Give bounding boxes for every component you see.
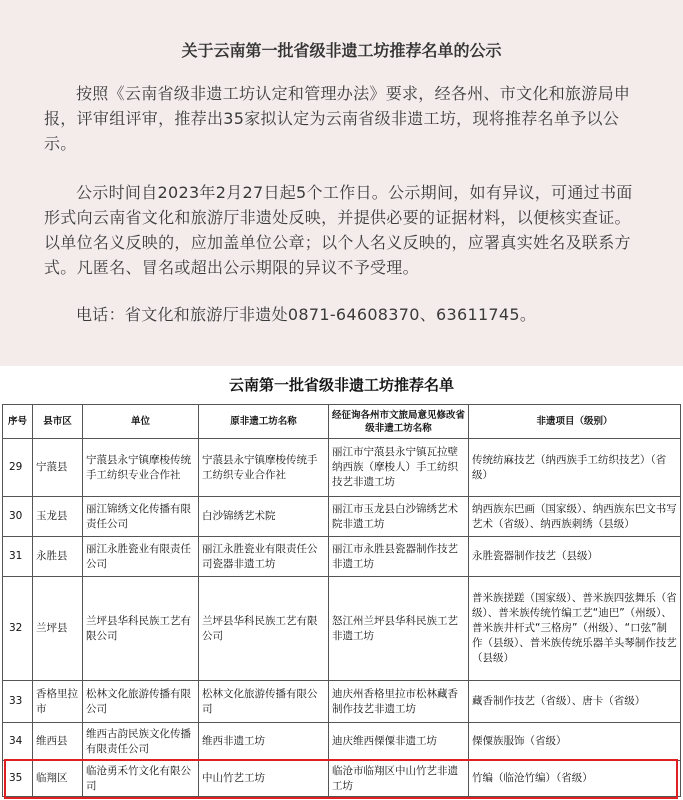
cell-county: 临翔区 <box>33 761 83 797</box>
notice-title: 关于云南第一批省级非遗工坊推荐名单的公示 <box>181 41 502 60</box>
table-row <box>3 537 681 577</box>
cell-project: 傈僳族服饰（省级） <box>469 723 681 761</box>
cell-project: 藏香制作技艺（省级）、唐卡（省级） <box>469 681 681 723</box>
notice-paragraph-period: 公示时间自2023年2月27日起5个工作日。公示期间，如有异议，可通过书面形式向云南省文化和旅游厅非遗处反映，并提供必要的证据材料，以便核实查证。以单位名义反映的，应加盖单位公章；以个人名义反映的，应署真实姓名及联系方式。凡匿名、冒名或超出公示期限的异议不予受理。 <box>44 183 633 277</box>
table-row-highlighted <box>3 761 681 797</box>
cell-unit: 丽江永胜瓷业有限责任公司 <box>83 537 199 577</box>
cell-project: 普米族搓蹉（国家级）、普米族四弦舞乐（省级）、普米族传统竹编工艺“迪巴”（州级）、普米族井杆式“三格房”（州级）、“口弦”制作（县级）、普米族传统乐器羊头琴制作技艺（县级） <box>469 577 681 681</box>
cell-original-name: 兰坪县华科民族工艺有限公司 <box>199 577 329 681</box>
cell-original-name: 宁蒗县永宁镇摩梭传统手工纺织专业合作社 <box>199 439 329 497</box>
cell-project: 竹编（临沧竹编）（省级） <box>469 761 681 797</box>
cell-original-name: 松林文化旅游传播有限公司 <box>199 681 329 723</box>
cell-county: 维西县 <box>33 723 83 761</box>
table-row <box>3 439 681 497</box>
header-project: 非遗项目（级别） <box>469 405 681 439</box>
table-row <box>3 497 681 537</box>
header-original-name: 原非遗工坊名称 <box>199 405 329 439</box>
cell-unit: 兰坪县华科民族工艺有限公司 <box>83 577 199 681</box>
cell-revised-name: 怒江州兰坪县华科民族工艺非遗工坊 <box>329 577 469 681</box>
header-unit: 单位 <box>83 405 199 439</box>
recommendation-table <box>2 404 681 797</box>
header-revised-name: 经征询各州市文旅局意见修改省级非遗工坊名称 <box>329 405 469 439</box>
cell-revised-name: 丽江市玉龙县白沙锦绣艺术院非遗工坊 <box>329 497 469 537</box>
cell-unit: 临沧勇禾竹文化有限公司 <box>83 761 199 797</box>
cell-revised-name: 迪庆州香格里拉市松林藏香制作技艺非遗工坊 <box>329 681 469 723</box>
cell-unit: 维西古韵民族文化传播有限责任公司 <box>83 723 199 761</box>
cell-project: 纳西族东巴画（国家级）、纳西族东巴文书写艺术（省级）、纳西族刺绣（县级） <box>469 497 681 537</box>
cell-county: 永胜县 <box>33 537 83 577</box>
cell-unit: 丽江锦绣文化传播有限责任公司 <box>83 497 199 537</box>
notice-phone: 电话：省文化和旅游厅非遗处0871-64608370、63611745。 <box>76 305 537 324</box>
table-row <box>3 723 681 761</box>
cell-unit: 宁蒗县永宁镇摩梭传统手工纺织专业合作社 <box>83 439 199 497</box>
cell-county: 玉龙县 <box>33 497 83 537</box>
cell-seq: 35 <box>3 761 33 797</box>
recommendation-list-section <box>0 366 683 800</box>
cell-seq: 32 <box>3 577 33 681</box>
notice-paragraph-requirements: 按照《云南省级非遗工坊认定和管理办法》要求，经各州、市文化和旅游局申报，评审组评审，推荐出35家拟认定为云南省级非遗工坊，现将推荐名单予以公示。 <box>44 84 631 153</box>
cell-county: 兰坪县 <box>33 577 83 681</box>
cell-revised-name: 丽江市永胜县瓷器制作技艺非遗工坊 <box>329 537 469 577</box>
cell-seq: 34 <box>3 723 33 761</box>
cell-county: 宁蒗县 <box>33 439 83 497</box>
cell-seq: 31 <box>3 537 33 577</box>
cell-original-name: 维西非遗工坊 <box>199 723 329 761</box>
cell-revised-name: 丽江市宁蒗县永宁镇瓦拉壁纳西族（摩梭人）手工纺织技艺非遗工坊 <box>329 439 469 497</box>
header-seq: 序号 <box>3 405 33 439</box>
cell-county: 香格里拉市 <box>33 681 83 723</box>
cell-seq: 33 <box>3 681 33 723</box>
list-title: 云南第一批省级非遗工坊推荐名单 <box>228 376 454 394</box>
table-row <box>3 681 681 723</box>
cell-project: 传统纺麻技艺（纳西族手工纺织技艺）（省级） <box>469 439 681 497</box>
cell-original-name: 白沙锦绣艺术院 <box>199 497 329 537</box>
cell-seq: 30 <box>3 497 33 537</box>
cell-unit: 松林文化旅游传播有限公司 <box>83 681 199 723</box>
cell-revised-name: 迪庆维西傈僳非遗工坊 <box>329 723 469 761</box>
cell-seq: 29 <box>3 439 33 497</box>
header-county: 县市区 <box>33 405 83 439</box>
table-header-row <box>3 405 681 439</box>
cell-original-name: 丽江永胜瓷业有限责任公司瓷器非遗工坊 <box>199 537 329 577</box>
table-row <box>3 577 681 681</box>
cell-original-name: 中山竹艺工坊 <box>199 761 329 797</box>
cell-project: 永胜瓷器制作技艺（县级） <box>469 537 681 577</box>
cell-revised-name: 临沧市临翔区中山竹艺非遗工坊 <box>329 761 469 797</box>
notice-section <box>0 0 683 366</box>
